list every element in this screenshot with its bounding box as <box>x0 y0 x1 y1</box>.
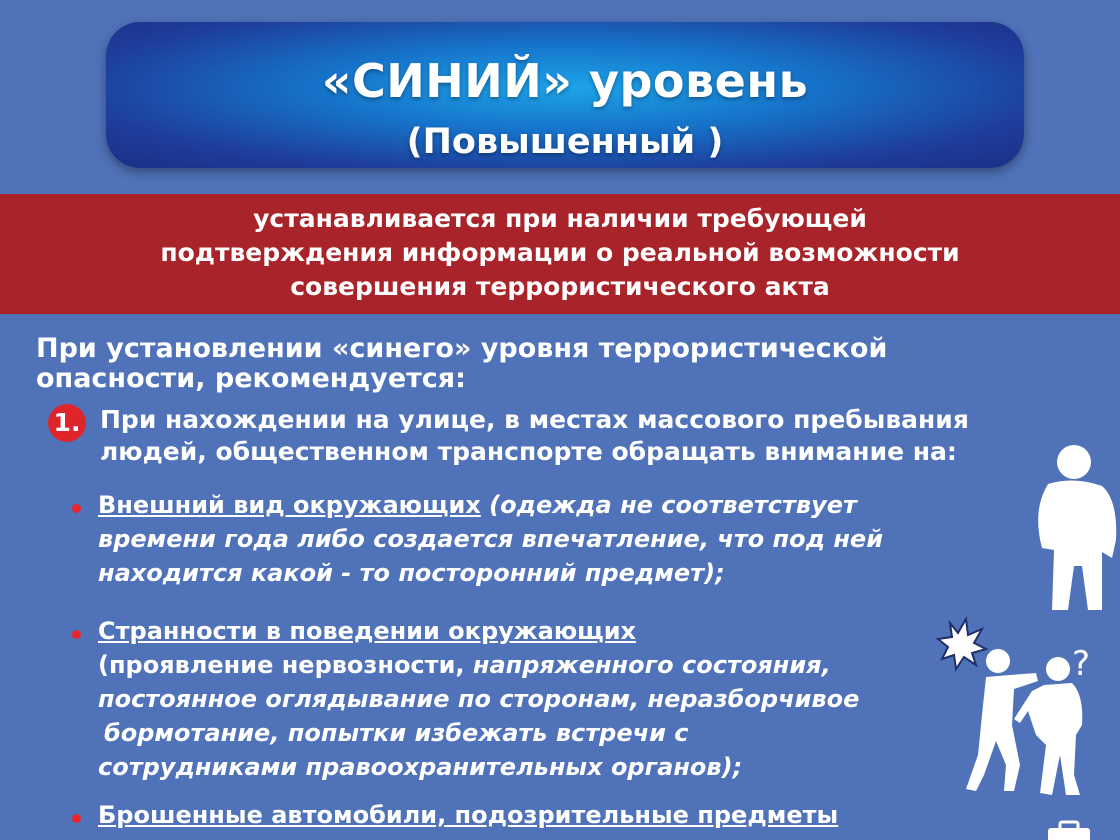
item-1-line-2: людей, общественном транспорте обращать внимание на: <box>100 437 957 466</box>
intro-text <box>36 334 1036 394</box>
item-1-line-1: При нахождении на улице, в местах массового пребывания <box>100 405 969 434</box>
bullet-dot <box>72 504 81 513</box>
suitcase-icon <box>1044 820 1094 840</box>
bullet-appearance-heading: Внешний вид окружающих <box>98 491 481 519</box>
bullet-appearance-line-2: времени года либо создается впечатление, что под ней <box>98 525 884 553</box>
arguing-people-silhouette-icon <box>936 615 1120 805</box>
intro-line-1: При установлении «синего» уровня террористической <box>36 333 888 364</box>
bullet-behavior-line-4: бормотание, попытки избежать встречи с <box>104 719 689 747</box>
bullet-dot <box>72 814 81 823</box>
bullet-abandoned-heading: Брошенные автомобили, подозрительные предметы <box>98 801 839 829</box>
bullet-behavior-line-2a: (проявление нервозности, <box>98 651 473 679</box>
standing-man-silhouette-icon <box>1018 440 1120 610</box>
page-title: «СИНИЙ» уровень <box>321 54 809 108</box>
bullet-abandoned <box>98 798 838 832</box>
bullet-appearance-line-1: (одежда не соответствует <box>489 491 857 519</box>
intro-line-2: опасности, рекомендуется: <box>36 363 466 394</box>
bullet-behavior-heading: Странности в поведении окружающих <box>98 617 637 645</box>
question-mark-text: ? <box>1072 644 1091 684</box>
item-number-badge: 1. <box>48 404 86 442</box>
item-1-text <box>100 404 1100 468</box>
definition-line-3: совершения террористического акта <box>290 272 830 301</box>
definition-line-1: устанавливается при наличии требующей <box>253 204 867 233</box>
bullet-behavior <box>98 614 859 784</box>
bullet-behavior-line-2b: напряженного состояния, <box>472 651 831 679</box>
title-banner <box>106 22 1024 168</box>
bullet-appearance-line-3: находится какой - то посторонний предмет); <box>98 559 725 587</box>
bullet-behavior-line-5: сотрудниками правоохранительных органов); <box>98 753 743 781</box>
bullet-appearance <box>98 488 883 590</box>
definition-line-2: подтверждения информации о реальной возможности <box>160 238 960 267</box>
exclamation-burst-icon <box>938 619 986 669</box>
bullet-behavior-line-3: постоянное оглядывание по сторонам, неразборчивое <box>98 685 860 713</box>
definition-band <box>0 194 1120 314</box>
page-subtitle: (Повышенный ) <box>406 122 724 162</box>
bullet-dot <box>72 630 81 639</box>
